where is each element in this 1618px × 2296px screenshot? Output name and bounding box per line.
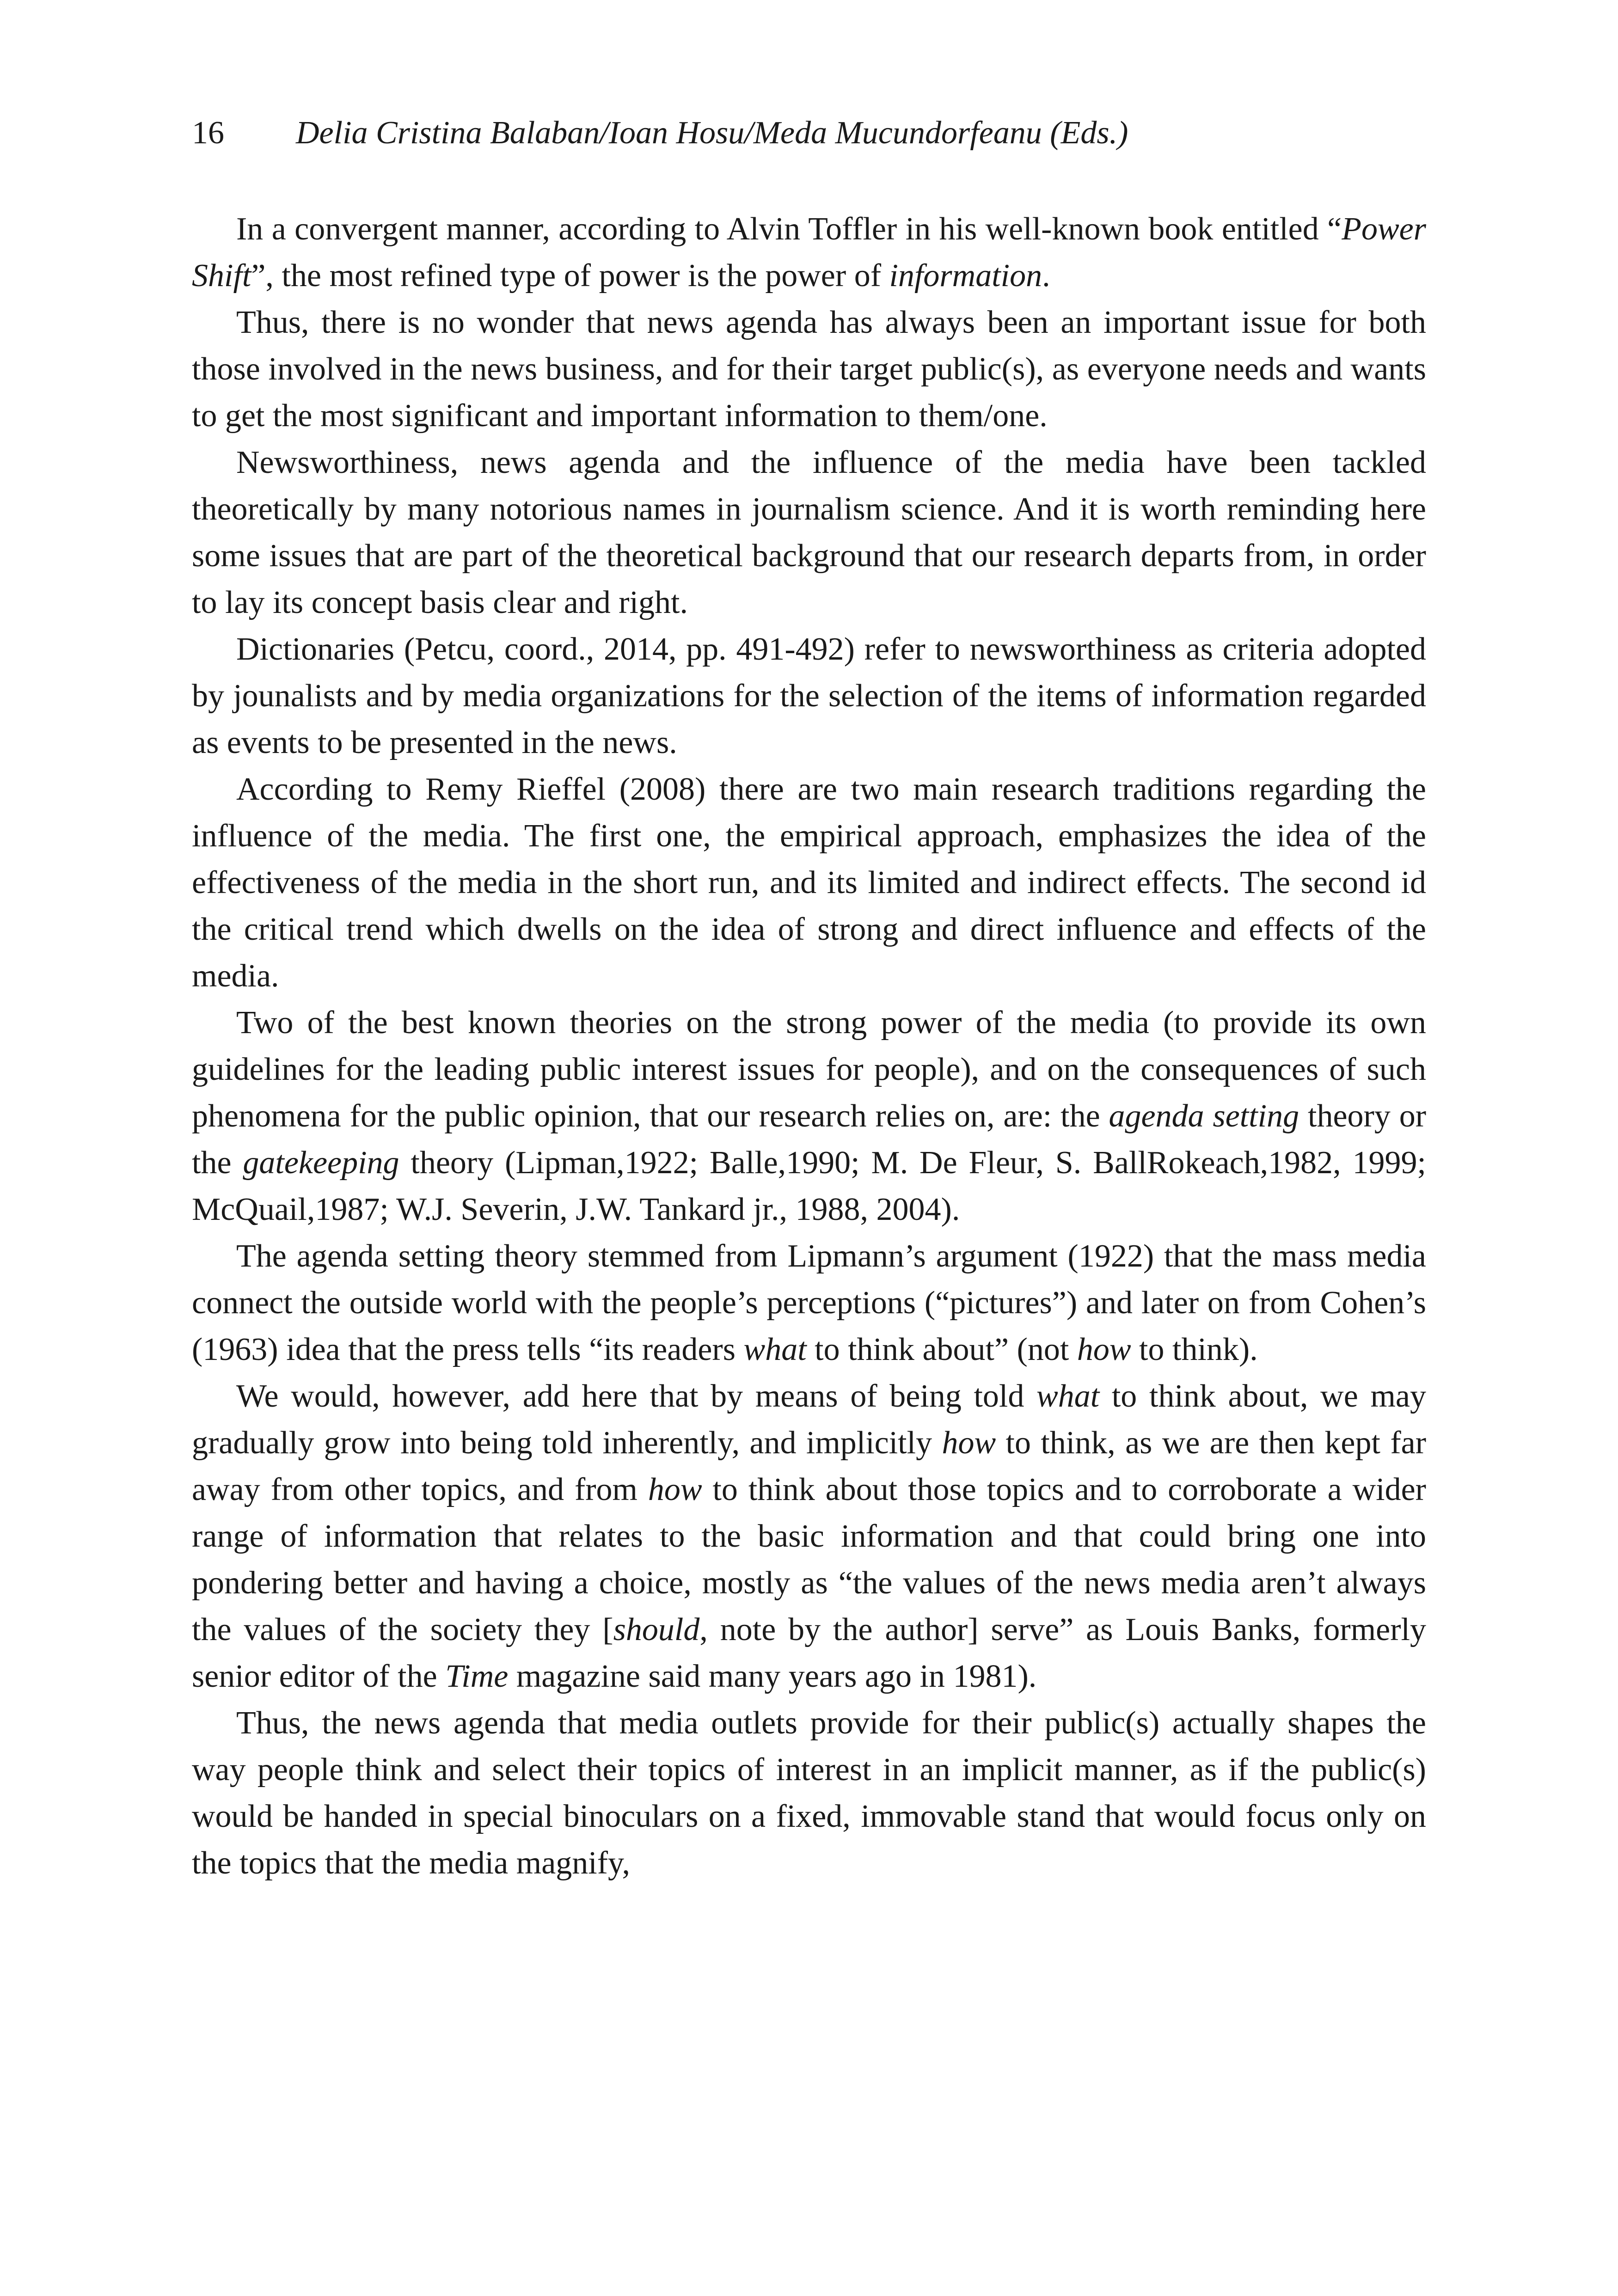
text-segment: Newsworthiness, news agenda and the influence of the media have been tackled theoretically by many notorious names in journalism science. And it is worth reminding here some issues that are part of the theoretical background that our research departs from, in order to lay its concept basis clear and right. (192, 445, 1426, 620)
text-segment: Thus, there is no wonder that news agenda has always been an important issue for both those involved in the news business, and for their target public(s), as everyone needs and wants to get the most significant and important information to them/one. (192, 305, 1426, 434)
text-segment: theory or the (192, 1098, 1427, 1181)
page-number: 16 (192, 115, 224, 151)
text-segment: . (1042, 258, 1050, 294)
paragraph (192, 439, 1426, 626)
italic-text-segment: how (648, 1472, 702, 1507)
italic-text-segment: should (613, 1612, 700, 1647)
text-segment: ”, the most refined type of power is the power of (251, 258, 889, 294)
text-segment: to think). (1131, 1332, 1258, 1367)
paragraph (192, 299, 1426, 439)
text-segment: to think about” (not (806, 1332, 1077, 1367)
italic-text-segment: gatekeeping (243, 1145, 399, 1181)
text-segment: The agenda setting theory stemmed from Lipmann’s argument (1922) that the mass media connect the outside world with the people’s perceptions (“pictures”) and later on from Cohen’s (1963) idea that the press tells “its readers (192, 1238, 1426, 1367)
italic-text-segment: what (1036, 1378, 1100, 1414)
text-segment: Two of the best known theories on the strong power of the media (to provide its own guidelines for the leading public interest issues for people), and on the consequences of such phenomena for the public opinion, that our research relies on, are: the (192, 1005, 1426, 1134)
text-segment: , note by the author] serve” as Louis Banks, formerly senior editor of the (192, 1612, 1427, 1694)
text-segment: According to Remy Rieffel (2008) there are two main research traditions regarding the influence of the media. The first one, the empirical approach, emphasizes the idea of the effectiveness of the media in the short run, and its limited and indirect effects. The second id the critical trend which dwells on the idea of strong and direct influence and effects of the media. (192, 771, 1426, 994)
running-head-title: Delia Cristina Balaban/Ioan Hosu/Meda Mucundorfeanu (Eds.) (296, 115, 1128, 151)
text-segment: to think, as we are then kept far away from other topics, and from (192, 1425, 1427, 1507)
italic-text-segment: Power Shift (192, 211, 1426, 294)
paragraph (192, 206, 1426, 299)
paragraph (192, 766, 1426, 999)
italic-text-segment: Time (445, 1659, 509, 1694)
italic-text-segment: how (1077, 1332, 1131, 1367)
text-segment: Dictionaries (Petcu, coord., 2014, pp. 491-492) refer to newsworthiness as criteria adopted by jounalists and by media organizations for the selection of the items of information regarded as events to be presented in the news. (192, 631, 1426, 760)
italic-text-segment: what (743, 1332, 807, 1367)
text-segment: to think about those topics and to corroborate a wider range of information that relates to the basic information and that could bring one into pondering better and having a choice, mostly as “the values of the news media aren’t always the values of the society they [ (192, 1472, 1426, 1647)
text-segment: magazine said many years ago in 1981). (508, 1659, 1037, 1694)
text-segment: Thus, the news agenda that media outlets provide for their public(s) actually shapes the way people think and select their topics of interest in an implicit manner, as if the public(s) would be handed in special binoculars on a fixed, immovable stand that would focus only on the topics that the media magnify, (192, 1705, 1426, 1881)
italic-text-segment: how (942, 1425, 996, 1461)
paragraph (192, 1233, 1426, 1373)
paragraph (192, 626, 1426, 766)
text-segment: to think about, we may gradually grow into being told inherently, and implicitly (192, 1378, 1426, 1461)
paragraph (192, 1700, 1426, 1886)
running-head (192, 110, 1128, 156)
paragraph (192, 1373, 1426, 1700)
italic-text-segment: information (889, 258, 1042, 294)
italic-text-segment: agenda setting (1109, 1098, 1299, 1134)
body-text (192, 206, 1426, 1886)
text-segment: We would, however, add here that by means of being told (236, 1378, 1037, 1414)
paragraph (192, 999, 1426, 1233)
text-segment: In a convergent manner, according to Alvin Toffler in his well-known book entitled “ (236, 211, 1342, 247)
text-segment: theory (Lipman,1922; Balle,1990; M. De Fleur, S. BallRokeach,1982, 1999; McQuail,1987; W.J. Severin, J.W. Tankard jr., 1988, 2004). (192, 1145, 1426, 1227)
